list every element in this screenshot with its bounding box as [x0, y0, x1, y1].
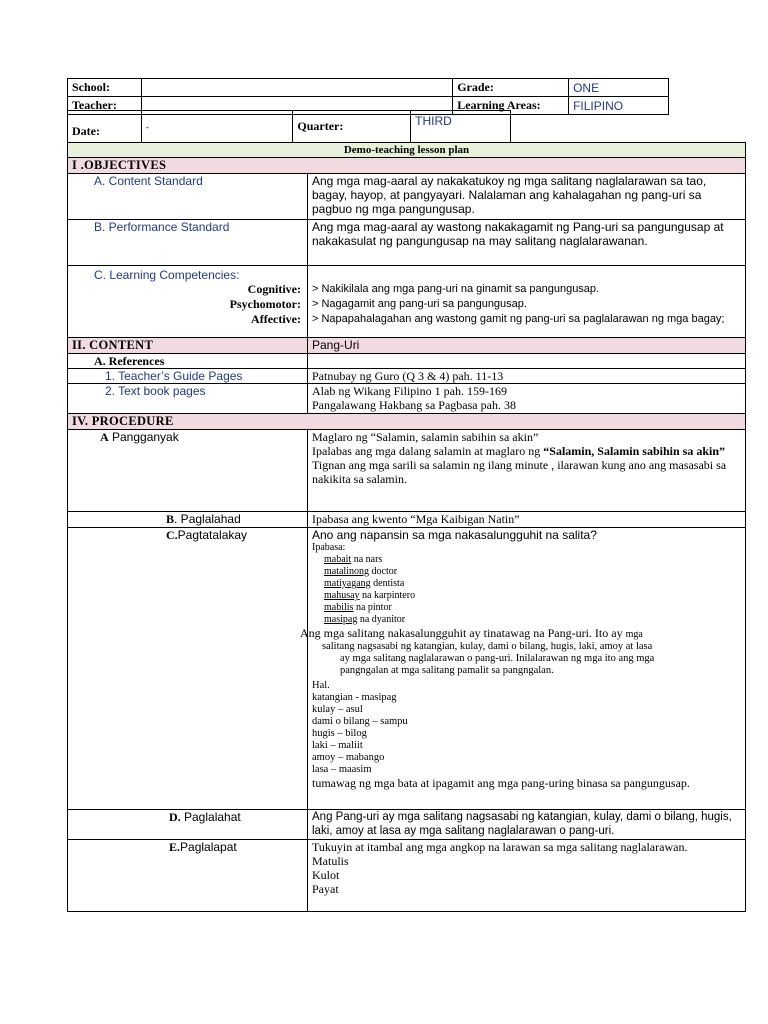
pang-uri-example-item	[324, 602, 741, 614]
competencies-label: C. Learning Competencies:	[94, 268, 240, 282]
pang-uri-example-item	[324, 614, 741, 626]
content-value: Pang-Uri	[308, 338, 746, 354]
underlined-adjective: mabait	[324, 554, 352, 565]
underlined-adjective: masipag	[324, 614, 358, 625]
pangganyak-text: Pangganyak	[108, 430, 179, 444]
paglalapat-label	[68, 840, 308, 912]
category-example: amoy – mabango	[312, 752, 385, 763]
noun-phrase: doctor	[369, 566, 398, 577]
paglalahat-letter: D.	[169, 810, 181, 824]
date-label: Date:	[68, 111, 142, 143]
underlined-adjective: mabilis	[324, 602, 354, 613]
header-date-table	[67, 110, 511, 143]
school-label: School:	[68, 79, 142, 97]
learning-areas-label: Learning Areas:	[453, 97, 569, 115]
psychomotor-text: > Nagagamit ang pang-uri sa pangungusap.	[312, 298, 527, 310]
paglalahat-label	[68, 810, 308, 840]
underlined-adjective: matiyagang	[324, 578, 371, 589]
affective-label: Affective:	[251, 312, 301, 326]
quarter-value[interactable]: THIRD	[411, 111, 511, 143]
plan-title: Demo-teaching lesson plan	[68, 143, 746, 158]
paglalapat-letter: E.	[169, 840, 181, 854]
pangganyak-body	[308, 430, 746, 512]
pangganyak-label	[68, 430, 308, 512]
pang-uri-example-item	[324, 578, 741, 590]
pang-uri-example-item	[324, 554, 741, 566]
category-example: kulay – asul	[312, 704, 363, 715]
underlined-adjective: mahusay	[324, 590, 360, 601]
definition-1-text: Ang mga salitang nakasalungguhit ay tinatawag na Pang-uri. Ito ay	[300, 626, 626, 640]
cognitive-label: Cognitive:	[247, 282, 301, 296]
noun-phrase: na karpintero	[359, 590, 416, 601]
noun-phrase: na nars	[351, 554, 383, 565]
noun-phrase: dentista	[370, 578, 405, 589]
pangganyak-line-2-text: Ipalabas ang mga dalang salamin at maglaro ng	[312, 444, 544, 458]
affective-text: > Napapahalagahan ang wastong gamit ng pang-uri sa paglalarawan ng mga bagay;	[312, 313, 725, 325]
learning-areas-value[interactable]: FILIPINO	[569, 97, 669, 115]
pagtatalakay-body	[300, 528, 746, 810]
pang-uri-example-item	[324, 590, 741, 602]
pagtatalakay-label	[68, 528, 308, 810]
paglalapat-instruction: Tukuyin at itambal ang mga angkop na larawan sa mga salitang naglalarawan.	[312, 840, 688, 854]
paglalapat-text: Paglalapat	[180, 840, 237, 854]
pangganyak-line-1: Maglaro ng “Salamin, salamin sabihin sa akin”	[312, 430, 539, 444]
pagtatalakay-items	[312, 554, 741, 626]
category-example: katangian - masipag	[312, 692, 397, 703]
textbook-value	[308, 384, 746, 414]
underlined-adjective: matalinong	[324, 566, 369, 577]
pagtatalakay-ipabasa: Ipabasa:	[312, 542, 346, 553]
teacher-label: Teacher:	[68, 97, 142, 115]
descriptive-word: Kulot	[312, 868, 340, 882]
descriptive-word: Matulis	[312, 854, 349, 868]
pagtatalakay-question: Ano ang napansin sa mga nakasalungguhit na salita?	[312, 528, 597, 542]
quarter-label: Quarter:	[293, 111, 411, 143]
grade-value[interactable]: ONE	[569, 79, 669, 97]
textbook-value-1: Alab ng Wikang Filipino 1 pah. 159-169	[312, 384, 507, 398]
noun-phrase: na dyanitor	[357, 614, 406, 625]
category-example: lasa – maasim	[312, 764, 372, 775]
references-value	[308, 354, 746, 369]
paglalahat-text: Paglalahat	[180, 810, 241, 824]
pagtatalakay-definition-3: ay mga salitang naglalarawan o pang-uri. Inilalarawan ng mga ito ang mga	[340, 653, 655, 664]
performance-standard-label: B. Performance Standard	[68, 220, 308, 266]
definition-1-tail: mga	[625, 629, 643, 640]
descriptive-word: Payat	[312, 882, 339, 896]
teachers-guide-value: Patnubay ng Guro (Q 3 & 4) pah. 11-13	[308, 369, 746, 384]
pagtatalakay-definition-4: pangngalan at mga salitang pamalit sa pangngalan.	[340, 665, 554, 676]
pangganyak-line-3: Tignan ang mga sarili sa salamin ng ilang minute , ilarawan kung ano ang masasabi sa nakikita sa salamin.	[312, 458, 727, 486]
objectives-heading: I .OBJECTIVES	[68, 158, 746, 174]
content-standard-label: A. Content Standard	[68, 174, 308, 220]
pagtatalakay-hal: Hal.	[312, 680, 330, 691]
paglalahad-letter: B	[166, 512, 175, 526]
textbook-value-2: Pangalawang Hakbang sa Pagbasa pah. 38	[312, 398, 516, 412]
content-standard-text: Ang mga mag-aaral ay nakakatukoy ng mga salitang naglalarawan sa tao, bagay, hayop, at pangyayari. Nalalaman ang kahalagahan ng pang-uri sa pagbuo ng mga pangungusap.	[308, 174, 746, 220]
references-label: A. References	[68, 354, 308, 369]
pagtatalakay-definition-2: salitang nagsasabi ng katangian, kulay, dami o bilang, hugis, laki, amoy at lasa	[322, 641, 653, 652]
pang-uri-example-item	[324, 566, 741, 578]
paglalapat-body	[308, 840, 746, 912]
school-field[interactable]	[141, 79, 452, 97]
procedure-heading: IV. PROCEDURE	[68, 414, 746, 430]
date-field[interactable]: -	[141, 111, 293, 143]
paglalahad-text: . Paglalahad	[174, 512, 241, 526]
paglalahat-body: Ang Pang-uri ay mga salitang nagsasabi ng katangian, kulay, dami o bilang, hugis, laki, amoy at lasa ay mga salitang naglalarawan o pang-uri.	[308, 810, 746, 840]
category-example: hugis – bilog	[312, 728, 367, 739]
competencies-cell	[68, 266, 308, 338]
pagtatalakay-letter: C.	[166, 528, 178, 542]
pagtatalakay-examples	[312, 692, 741, 776]
content-heading: II. CONTENT	[68, 338, 308, 354]
category-example: laki – maliit	[312, 740, 363, 751]
psychomotor-label: Psychomotor:	[229, 297, 301, 311]
pagtatalakay-text: Pagtatalakay	[177, 528, 248, 542]
paglalapat-words	[312, 854, 741, 896]
noun-phrase: na pintor	[353, 602, 392, 613]
performance-standard-text: Ang mga mag-aaral ay wastong nakakagamit ng Pang-uri sa pangungusap at nakakasulat ng pangungusap na may salitang naglalarawanan.	[308, 220, 746, 266]
cognitive-text: > Nakikilala ang mga pang-uri na ginamit sa pangungusap.	[312, 283, 600, 295]
teachers-guide-label: 1. Teacher’s Guide Pages	[68, 369, 308, 384]
pangganyak-line-2	[312, 444, 741, 458]
pangganyak-game-title: “Salamin, Salamin sabihin sa akin”	[543, 444, 725, 458]
grade-label: Grade:	[453, 79, 569, 97]
pangganyak-letter: A	[100, 430, 109, 444]
paglalahad-label	[68, 512, 308, 528]
pagtatalakay-closing: tumawag ng mga bata at ipagamit ang mga pang-uring binasa sa pangungusap.	[312, 776, 690, 790]
competencies-text	[308, 266, 746, 338]
lesson-plan-table	[67, 142, 746, 912]
textbook-label: 2. Text book pages	[68, 384, 308, 414]
pagtatalakay-definition-1	[300, 626, 741, 641]
paglalahad-body: Ipabasa ang kwento “Mga Kaibigan Natin”	[308, 512, 746, 528]
category-example: dami o bilang – sampu	[312, 716, 408, 727]
